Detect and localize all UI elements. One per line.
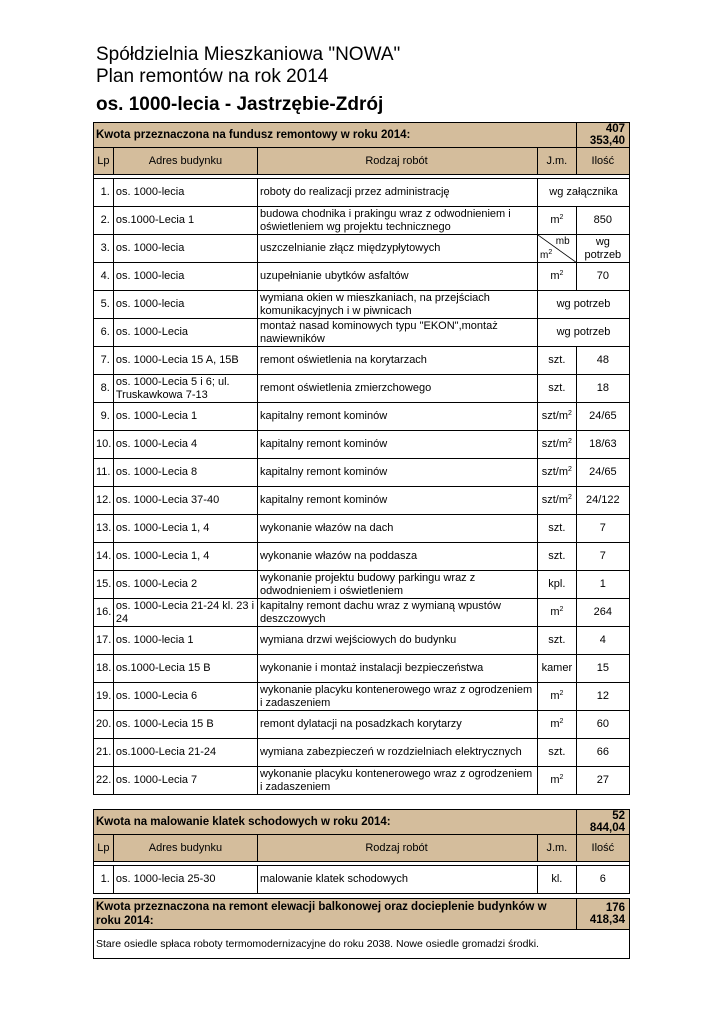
estate-title: os. 1000-lecia - Jastrzębie-Zdrój xyxy=(96,94,384,115)
row-jm-sup: 2 xyxy=(548,249,553,256)
row-jm-bottom xyxy=(540,249,552,262)
row-lp: 9. xyxy=(94,403,114,431)
row-rodzaj: wykonanie placyku kontenerowego wraz z ogrodzeniem i zadaszeniem xyxy=(258,767,538,795)
row-jm-unit: kl. xyxy=(551,873,563,885)
row-jm xyxy=(538,627,577,655)
row-jm-sup: 2 xyxy=(559,774,564,781)
row-jm-unit: szt. xyxy=(548,522,566,534)
row-rodzaj: wymiana drzwi wejściowych do budynku xyxy=(258,627,538,655)
row-lp: 5. xyxy=(94,291,114,319)
row-ilosc: 70 xyxy=(576,263,629,291)
row-adres: os. 1000-Lecia 21-24 kl. 23 i 24 xyxy=(113,599,257,627)
row-rodzaj: uzupełnianie ubytków asfaltów xyxy=(258,263,538,291)
col-rodzaj: Rodzaj robót xyxy=(258,835,538,862)
row-rodzaj: wymiana okien w mieszkaniach, na przejściach komunikacyjnych i w piwnicach xyxy=(258,291,538,319)
col-adres: Adres budynku xyxy=(113,835,257,862)
row-ilosc: 6 xyxy=(576,866,629,894)
row-lp: 1. xyxy=(94,866,114,894)
row-rodzaj: budowa chodnika i prakingu wraz z odwodnieniem i oświetleniem wg projektu technicznego xyxy=(258,207,538,235)
table-row xyxy=(94,571,630,599)
row-jm xyxy=(538,571,577,599)
table-row xyxy=(94,739,630,767)
row-lp: 14. xyxy=(94,543,114,571)
row-lp: 22. xyxy=(94,767,114,795)
row-adres: os.1000-Lecia 21-24 xyxy=(113,739,257,767)
row-jm-unit: szt/m xyxy=(541,494,569,506)
row-ilosc: 18/63 xyxy=(576,431,629,459)
table-row xyxy=(94,179,630,207)
row-lp: 18. xyxy=(94,655,114,683)
row-lp: 16. xyxy=(94,599,114,627)
row-jm-unit: kamer xyxy=(541,662,573,674)
row-lp: 21. xyxy=(94,739,114,767)
row-jm-unit: szt. xyxy=(548,550,566,562)
row-jm xyxy=(538,599,577,627)
table-row xyxy=(94,711,630,739)
section-title-row xyxy=(94,123,630,148)
row-jm xyxy=(538,459,577,487)
col-jm: J.m. xyxy=(538,148,577,175)
table-row xyxy=(94,767,630,795)
row-lp: 7. xyxy=(94,347,114,375)
row-jm xyxy=(538,711,577,739)
row-ilosc: 27 xyxy=(576,767,629,795)
col-adres: Adres budynku xyxy=(113,148,257,175)
row-jm-sup: 2 xyxy=(568,410,572,417)
row-jm xyxy=(538,375,577,403)
row-rodzaj: malowanie klatek schodowych xyxy=(258,866,538,894)
row-adres: os. 1000-Lecia 8 xyxy=(113,459,257,487)
row-jm-sup: 2 xyxy=(559,690,564,697)
row-jm-sup: 2 xyxy=(559,606,564,613)
row-jm xyxy=(538,683,577,711)
row-lp: 2. xyxy=(94,207,114,235)
row-adres: os. 1000-Lecia 7 xyxy=(113,767,257,795)
row-ilosc: 24/65 xyxy=(576,403,629,431)
row-adres: os. 1000-Lecia 15 B xyxy=(113,711,257,739)
row-lp: 8. xyxy=(94,375,114,403)
row-ilosc: 24/122 xyxy=(576,487,629,515)
row-adres: os. 1000-Lecia 5 i 6; ul. Truskawkowa 7-13 xyxy=(113,375,257,403)
row-adres: os. 1000-lecia xyxy=(113,235,257,263)
row-ilosc: 4 xyxy=(576,627,629,655)
col-ilosc: Ilość xyxy=(576,835,629,862)
row-ilosc: 60 xyxy=(576,711,629,739)
plan-title: Plan remontów na rok 2014 xyxy=(96,66,329,87)
row-jm-unit: m xyxy=(550,718,560,730)
row-rodzaj: wykonanie i montaż instalacji bezpieczeństwa xyxy=(258,655,538,683)
col-lp: Lp xyxy=(94,148,114,175)
row-rodzaj: kapitalny remont kominów xyxy=(258,403,538,431)
section-amount: 176 418,34 xyxy=(576,899,629,930)
column-header-row xyxy=(94,835,630,862)
row-ilosc: 66 xyxy=(576,739,629,767)
section-title-row xyxy=(94,899,630,930)
row-rodzaj: wykonanie projektu budowy parkingu wraz z odwodnieniem i oświetleniem xyxy=(258,571,538,599)
section-note: Stare osiedle spłaca roboty termomodernizacyjne do roku 2038. Nowe osiedle gromadzi środki. xyxy=(94,930,630,959)
row-rodzaj: remont oświetlenia na korytarzach xyxy=(258,347,538,375)
row-jm xyxy=(538,207,577,235)
row-jm xyxy=(538,866,577,894)
table-row xyxy=(94,599,630,627)
col-rodzaj: Rodzaj robót xyxy=(258,148,538,175)
row-jm xyxy=(538,235,577,263)
row-rodzaj: wykonanie włazów na dach xyxy=(258,515,538,543)
row-rodzaj: wykonanie włazów na poddasza xyxy=(258,543,538,571)
table-row xyxy=(94,291,630,319)
row-rodzaj: remont oświetlenia zmierzchowego xyxy=(258,375,538,403)
row-lp: 6. xyxy=(94,319,114,347)
row-adres: os. 1000-lecia 25-30 xyxy=(113,866,257,894)
row-jm xyxy=(538,655,577,683)
row-lp: 3. xyxy=(94,235,114,263)
row-adres: os. 1000-lecia xyxy=(113,291,257,319)
row-adres: os. 1000-Lecia 1, 4 xyxy=(113,543,257,571)
row-lp: 12. xyxy=(94,487,114,515)
col-jm: J.m. xyxy=(538,835,577,862)
row-ilosc: wg potrzeb xyxy=(576,235,629,263)
table-row xyxy=(94,866,630,894)
row-lp: 4. xyxy=(94,263,114,291)
section-amount: 52 844,04 xyxy=(576,810,629,835)
row-rodzaj: kapitalny remont kominów xyxy=(258,431,538,459)
row-adres: os. 1000-Lecia 1, 4 xyxy=(113,515,257,543)
row-adres: os. 1000-Lecia 1 xyxy=(113,403,257,431)
row-ilosc: 48 xyxy=(576,347,629,375)
row-jm-sup: 2 xyxy=(568,438,572,445)
table-row xyxy=(94,459,630,487)
row-adres: os. 1000-Lecia 2 xyxy=(113,571,257,599)
note-row xyxy=(94,930,630,959)
row-jm-unit: kpl. xyxy=(548,578,566,590)
table-row xyxy=(94,235,630,263)
row-jm-sup: 2 xyxy=(559,718,564,725)
row-ilosc: 7 xyxy=(576,543,629,571)
table-row xyxy=(94,263,630,291)
row-jm-ilosc-merged: wg załącznika xyxy=(538,179,630,207)
table-row xyxy=(94,627,630,655)
row-ilosc: 18 xyxy=(576,375,629,403)
row-jm xyxy=(538,543,577,571)
row-ilosc: 24/65 xyxy=(576,459,629,487)
row-jm-bottom-unit: m xyxy=(540,250,549,261)
col-ilosc: Ilość xyxy=(576,148,629,175)
row-ilosc: 1 xyxy=(576,571,629,599)
row-jm xyxy=(538,403,577,431)
row-adres: os. 1000-Lecia 6 xyxy=(113,683,257,711)
row-rodzaj: remont dylatacji na posadzkach korytarzy xyxy=(258,711,538,739)
row-jm-unit: m xyxy=(550,214,560,226)
row-lp: 13. xyxy=(94,515,114,543)
row-jm xyxy=(538,263,577,291)
section-title: Kwota przeznaczona na remont elewacji balkonowej oraz docieplenie budynków w roku 2014: xyxy=(94,899,577,930)
row-adres: os.1000-Lecia 15 B xyxy=(113,655,257,683)
row-rodzaj: wymiana zabezpieczeń w rozdzielniach elektrycznych xyxy=(258,739,538,767)
row-adres: os. 1000-lecia xyxy=(113,263,257,291)
row-rodzaj: kapitalny remont kominów xyxy=(258,487,538,515)
table-row xyxy=(94,515,630,543)
row-jm-ilosc-merged: wg potrzeb xyxy=(538,319,630,347)
row-jm-ilosc-merged: wg potrzeb xyxy=(538,291,630,319)
row-jm-sup: 2 xyxy=(559,214,564,221)
row-ilosc: 850 xyxy=(576,207,629,235)
table-row xyxy=(94,207,630,235)
row-rodzaj: uszczelnianie złącz międzypłytowych xyxy=(258,235,538,263)
column-header-row xyxy=(94,148,630,175)
row-rodzaj: kapitalny remont dachu wraz z wymianą wpustów deszczowych xyxy=(258,599,538,627)
row-jm-sup: 2 xyxy=(559,270,564,277)
row-jm-unit: m xyxy=(550,270,560,282)
row-lp: 1. xyxy=(94,179,114,207)
row-jm xyxy=(538,431,577,459)
table-row xyxy=(94,487,630,515)
row-lp: 19. xyxy=(94,683,114,711)
row-jm-unit: szt/m xyxy=(541,438,569,450)
row-jm-unit: szt. xyxy=(548,382,566,394)
row-adres: os. 1000-lecia 1 xyxy=(113,627,257,655)
row-jm-sup: 2 xyxy=(568,466,572,473)
section-title: Kwota przeznaczona na fundusz remontowy w roku 2014: xyxy=(94,123,577,148)
table-row xyxy=(94,431,630,459)
row-jm-unit: szt/m xyxy=(541,410,569,422)
row-jm xyxy=(538,487,577,515)
section-amount: 407 353,40 xyxy=(576,123,629,148)
table-row xyxy=(94,543,630,571)
row-lp: 11. xyxy=(94,459,114,487)
row-jm-unit: m xyxy=(550,690,560,702)
row-lp: 15. xyxy=(94,571,114,599)
org-name: Spółdzielnia Mieszkaniowa "NOWA" xyxy=(96,44,401,65)
row-jm-unit: szt. xyxy=(548,354,566,366)
row-jm-unit: szt. xyxy=(548,634,566,646)
table-row xyxy=(94,319,630,347)
repair-fund-table xyxy=(93,122,630,795)
row-jm xyxy=(538,515,577,543)
row-jm xyxy=(538,739,577,767)
facade-renovation-table xyxy=(93,898,630,959)
row-ilosc: 7 xyxy=(576,515,629,543)
row-rodzaj: wykonanie placyku kontenerowego wraz z ogrodzeniem i zadaszeniem xyxy=(258,683,538,711)
row-jm-unit: szt/m xyxy=(541,466,569,478)
section-title: Kwota na malowanie klatek schodowych w roku 2014: xyxy=(94,810,577,835)
row-jm-top: mb xyxy=(555,236,570,247)
row-rodzaj: roboty do realizacji przez administrację xyxy=(258,179,538,207)
row-jm-unit: m xyxy=(550,774,560,786)
row-adres: os. 1000-Lecia 37-40 xyxy=(113,487,257,515)
row-adres: os. 1000-Lecia xyxy=(113,319,257,347)
row-lp: 17. xyxy=(94,627,114,655)
row-adres: os.1000-Lecia 1 xyxy=(113,207,257,235)
row-lp: 20. xyxy=(94,711,114,739)
row-jm-sup: 2 xyxy=(568,494,572,501)
row-rodzaj: montaż nasad kominowych typu "EKON",montaż nawiewników xyxy=(258,319,538,347)
row-adres: os. 1000-Lecia 4 xyxy=(113,431,257,459)
table-row xyxy=(94,403,630,431)
row-jm-unit: m xyxy=(550,606,560,618)
section-title-row xyxy=(94,810,630,835)
row-adres: os. 1000-lecia xyxy=(113,179,257,207)
table-row xyxy=(94,347,630,375)
row-ilosc: 264 xyxy=(576,599,629,627)
stairwell-painting-table xyxy=(93,809,630,894)
row-jm xyxy=(538,347,577,375)
row-rodzaj: kapitalny remont kominów xyxy=(258,459,538,487)
row-lp: 10. xyxy=(94,431,114,459)
row-jm-unit: szt. xyxy=(548,746,566,758)
table-row xyxy=(94,683,630,711)
row-adres: os. 1000-Lecia 15 A, 15B xyxy=(113,347,257,375)
col-lp: Lp xyxy=(94,835,114,862)
table-row xyxy=(94,655,630,683)
row-jm xyxy=(538,767,577,795)
row-ilosc: 15 xyxy=(576,655,629,683)
table-row xyxy=(94,375,630,403)
row-ilosc: 12 xyxy=(576,683,629,711)
